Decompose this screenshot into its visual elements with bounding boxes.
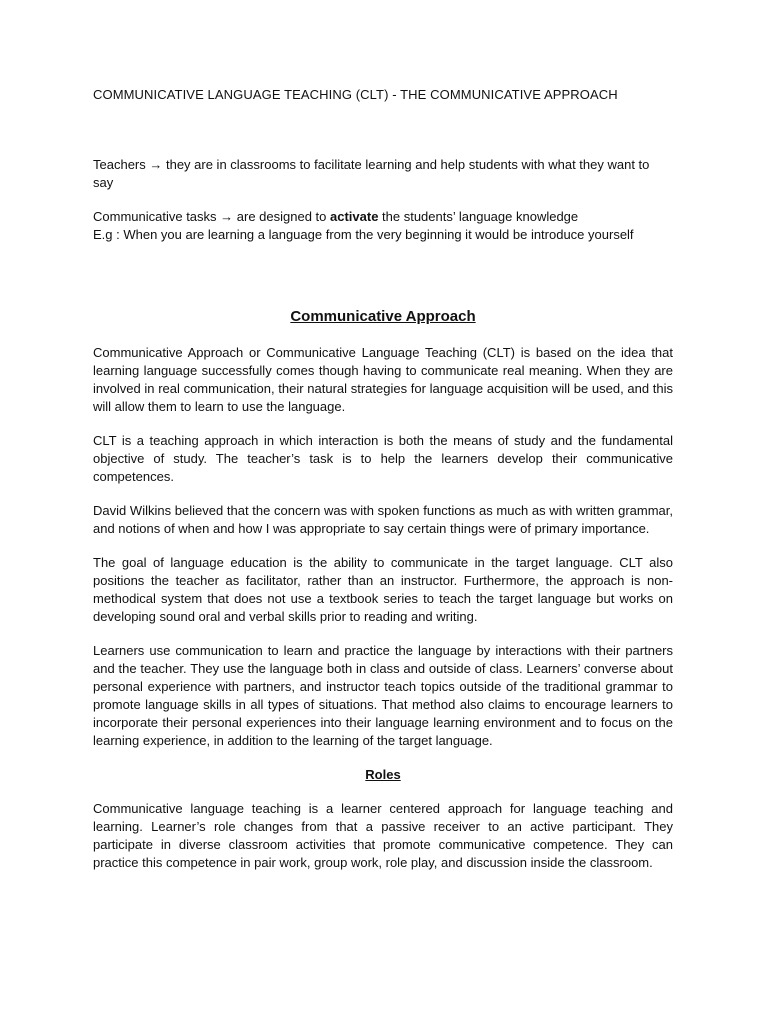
paragraph-1: Communicative Approach or Communicative Language Teaching (CLT) is based on the idea that learning language successfully comes though having to communicate real meaning. When they are involved in real communication, their natural strategies for language acquisition will be used, and this will allow them to learn to use the language. [93,345,673,414]
tasks-note [93,208,673,226]
paragraph-2: CLT is a teaching approach in which interaction is both the means of study and the fundamental objective of study. The teacher’s task is to help the learners develop their communicative competences. [93,433,673,484]
tasks-note-suffix: the students’ language knowledge [378,209,579,224]
paragraph-5: Learners use communication to learn and practice the language by interactions with their partners and the teacher. They use the language both in class and outside of class. Learners’ converse about personal experience with partners, and instructor teach topics outside of the traditional grammar to promote language skills in all types of situations. That method also claims to encourage learners to incorporate their personal experiences into their language learning environment and to focus on the learning experience, in addition to the learning of the target language. [93,643,673,748]
section-heading-communicative-approach: Communicative Approach [290,308,476,325]
section-heading-roles: Roles [365,767,401,782]
document-body [93,86,673,872]
teachers-note: Teachers → they are in classrooms to facilitate learning and help students with what they want to say [93,157,650,190]
paragraph-4: The goal of language education is the ability to communicate in the target language. CLT also positions the teacher as facilitator, rather than an instructor. Furthermore, the approach is non-methodical system that does not use a textbook series to teach the target language but works on developing sound oral and verbal skills prior to reading and writing. [93,555,673,624]
example-note: E.g : When you are learning a language from the very beginning it would be introduce yourself [93,227,634,242]
paragraph-3: David Wilkins believed that the concern was with spoken functions as much as with written grammar, and notions of when and how I was appropriate to say certain things were of primary importance. [93,503,673,536]
document-title: COMMUNICATIVE LANGUAGE TEACHING (CLT) - THE COMMUNICATIVE APPROACH [93,87,618,102]
intro-notes [93,156,673,244]
roles-paragraph: Communicative language teaching is a learner centered approach for language teaching and learning. Learner’s role changes from that a passive receiver to an active participant. They participate in diverse classroom activities that promote communicative competence. They can practice this competence in pair work, group work, role play, and discussion inside the classroom. [93,801,673,870]
tasks-note-bold: activate [330,209,379,224]
tasks-note-prefix: Communicative tasks → are designed to [93,209,330,224]
